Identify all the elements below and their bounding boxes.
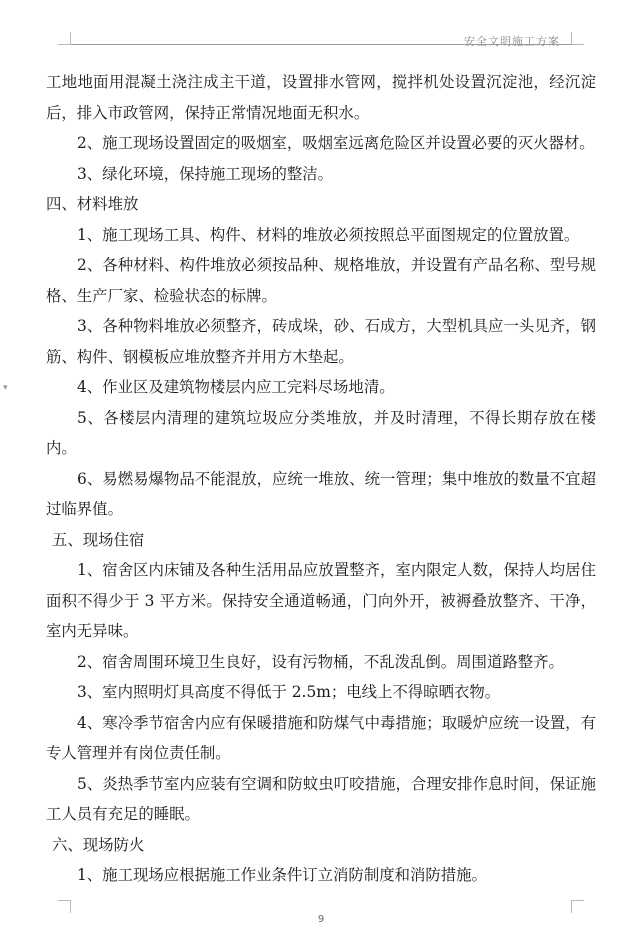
header-rule <box>71 44 571 45</box>
page-number: 9 <box>317 914 325 925</box>
crop-mark-bottom-left <box>58 900 71 913</box>
body-paragraph: 6、易燃易爆物品不能混放，应统一堆放、统一管理；集中堆放的数量不宜超过临界值。 <box>46 469 596 518</box>
body-paragraph: 2、施工现场设置固定的吸烟室，吸烟室远离危险区并设置必要的灭火器材。 <box>77 134 595 152</box>
body-paragraph: 1、施工现场工具、构件、材料的堆放必须按照总平面图规定的位置放置。 <box>77 225 580 244</box>
document-body <box>46 67 596 891</box>
section-heading: 四、材料堆放 <box>46 195 139 213</box>
body-paragraph: 3、绿化环境，保持施工现场的整洁。 <box>77 164 334 183</box>
body-paragraph: 3、各种物料堆放必须整齐，砖成垛，砂、石成方，大型机具应一头见齐，钢筋、构件、钢模板应堆放整齐并用方木垫起。 <box>46 317 596 366</box>
body-paragraph: 工地地面用混凝土浇注成主干道，设置排水管网，搅拌机处设置沉淀池，经沉淀后，排入市政管网，保持正常情况地面无积水。 <box>46 73 596 122</box>
body-paragraph: 2、宿舍周围环境卫生良好，设有污物桶，不乱泼乱倒。周围道路整齐。 <box>77 652 564 671</box>
section-heading: 五、现场住宿 <box>52 530 145 549</box>
crop-mark-top-right <box>571 32 584 45</box>
body-paragraph: 5、各楼层内清理的建筑垃圾应分类堆放，并及时清理，不得长期存放在楼内。 <box>46 408 596 457</box>
crop-mark-bottom-right <box>571 900 584 913</box>
margin-marker: ▾ <box>3 383 8 393</box>
body-paragraph: 4、寒冷季节宿舍内应有保暖措施和防煤气中毒措施；取暖炉应统一设置，有专人管理并有岗位责任制。 <box>46 713 596 762</box>
body-paragraph: 3、室内照明灯具高度不得低于 2.5m；电线上不得晾晒衣物。 <box>77 683 501 701</box>
section-heading: 六、现场防火 <box>52 835 145 854</box>
body-paragraph: 1、宿舍区内床铺及各种生活用品应放置整齐，室内限定人数，保持人均居住面积不得少于 3 平方米。保持安全通道畅通，门向外开，被褥叠放整齐、干净，室内无异味。 <box>46 561 596 640</box>
body-paragraph: 2、各种材料、构件堆放必须按品种、规格堆放，并设置有产品名称、型号规格、生产厂家、检验状态的标牌。 <box>46 256 596 305</box>
running-header: 安全文明施工方案 <box>464 35 560 48</box>
body-paragraph: 4、作业区及建筑物楼层内应工完料尽场地清。 <box>77 378 395 396</box>
crop-mark-top-left <box>58 32 71 45</box>
body-paragraph: 1、施工现场应根据施工作业条件订立消防制度和消防措施。 <box>77 866 487 884</box>
body-paragraph: 5、炎热季节室内应装有空调和防蚊虫叮咬措施，合理安排作息时间，保证施工人员有充足的睡眠。 <box>46 774 596 823</box>
